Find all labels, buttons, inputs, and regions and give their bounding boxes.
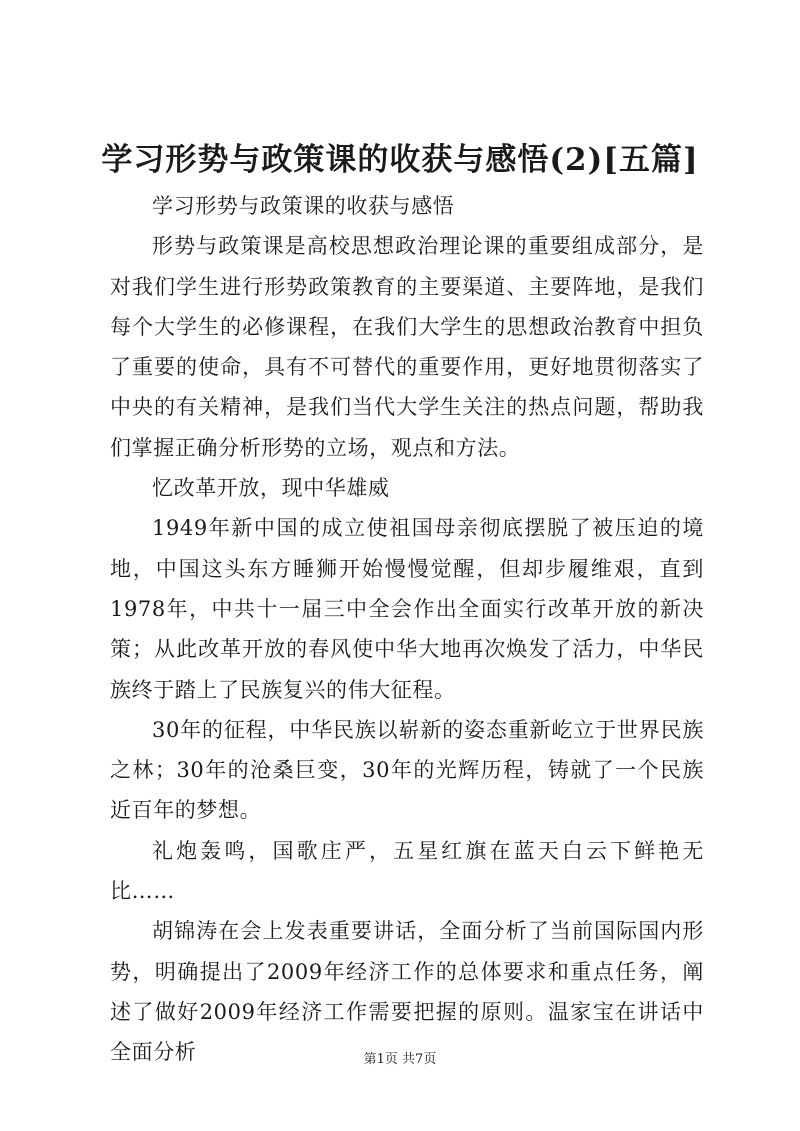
paragraph: 礼炮轰鸣，国歌庄严，五星红旗在蓝天白云下鲜艳无比…… <box>110 838 704 904</box>
paragraph: 胡锦涛在会上发表重要讲话，全面分析了当前国际国内形势，明确提出了2009年经济工作的总体要求和重点任务，阐述了做好2009年经济工作需要把握的原则。温家宝在讲话中全面分析 <box>110 919 704 1065</box>
document-title: 学习形势与政策课的收获与感悟(2)[五篇] <box>101 142 699 178</box>
paragraph: 30年的征程，中华民族以崭新的姿态重新屹立于世界民族之林；30年的沧桑巨变，30年的光辉历程，铸就了一个民族近百年的梦想。 <box>110 717 704 823</box>
paragraph: 1949年新中国的成立使祖国母亲彻底摆脱了被压迫的境地，中国这头东方睡狮开始慢慢觉醒，但却步履维艰，直到1978年，中共十一届三中全会作出全面实行改革开放的新决策；从此改革开放的春风使中华大地再次焕发了活力，中华民族终于踏上了民族复兴的伟大征程。 <box>110 516 704 702</box>
document-body <box>110 186 704 1073</box>
section-heading: 忆改革开放，现中华雄威 <box>152 476 390 501</box>
paragraph: 形势与政策课是高校思想政治理论课的重要组成部分，是对我们学生进行形势政策教育的主要渠道、主要阵地，是我们每个大学生的必修课程，在我们大学生的思想政治教育中担负了重要的使命，具有不可替代的重要作用，更好地贯彻落实了中央的有关精神，是我们当代大学生关注的热点问题，帮助我们掌握正确分析形势的立场，观点和方法。 <box>110 234 704 460</box>
section-heading: 学习形势与政策课的收获与感悟 <box>152 194 455 218</box>
page-number-footer: 第1页 共7页 <box>363 1052 437 1067</box>
